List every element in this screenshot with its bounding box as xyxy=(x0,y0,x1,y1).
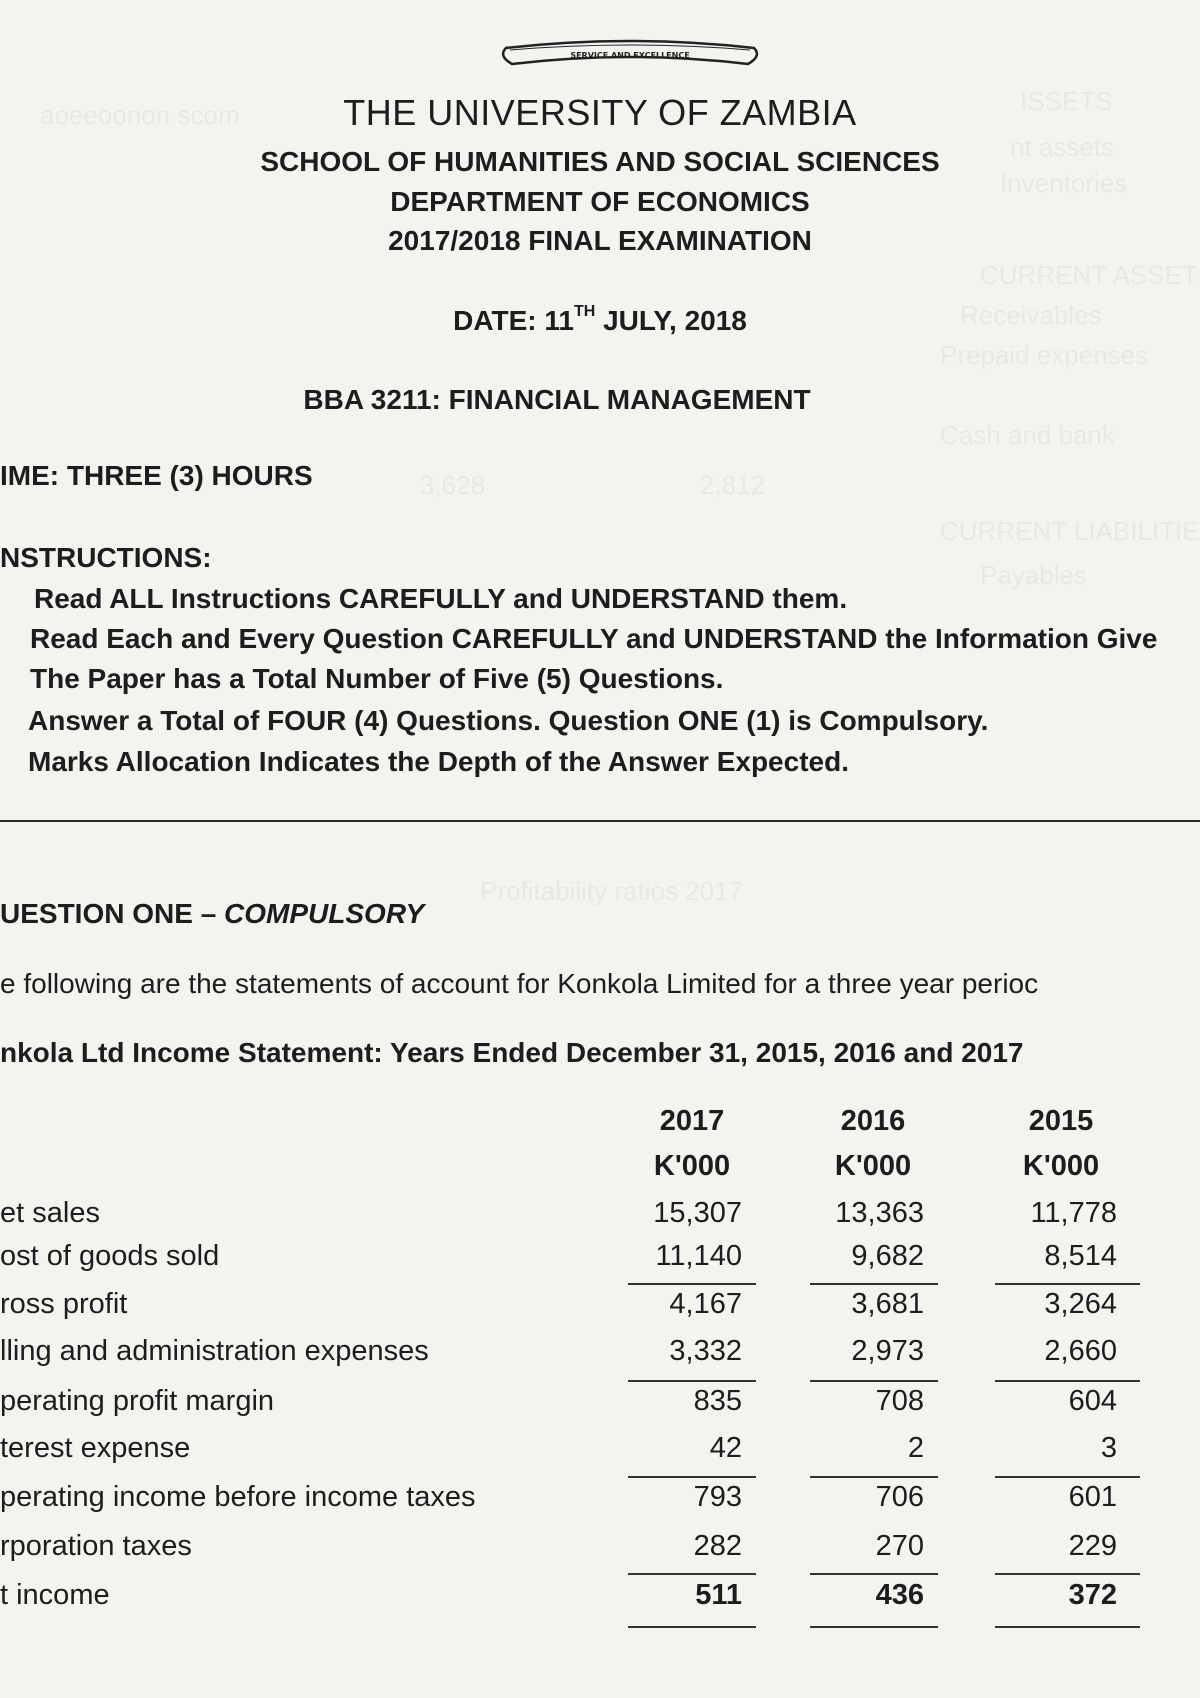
table-row-label: et sales xyxy=(0,1197,100,1229)
table-cell-value: 13,363 xyxy=(835,1197,924,1229)
table-cell-value: 511 xyxy=(695,1579,742,1611)
table-row-label: terest expense xyxy=(0,1432,191,1464)
table-cell-value: 3 xyxy=(1100,1432,1117,1464)
table-cell-value: 4,167 xyxy=(669,1288,742,1320)
subtotal-rule xyxy=(810,1573,938,1575)
university-crest-banner-icon xyxy=(500,38,760,78)
table-cell-value: 835 xyxy=(693,1385,742,1417)
table-row-label: ross profit xyxy=(0,1288,128,1320)
table-cell-value: 270 xyxy=(875,1530,924,1562)
table-cell-value: 372 xyxy=(1068,1579,1117,1611)
instruction-item: Answer a Total of FOUR (4) Questions. Question ONE (1) is Compulsory. xyxy=(28,705,989,736)
question-heading: UESTION ONE – COMPULSORY xyxy=(0,898,425,929)
subtotal-rule xyxy=(628,1626,756,1628)
exam-duration: IME: THREE (3) HOURS xyxy=(0,460,313,491)
table-cell-value: 2,660 xyxy=(1044,1335,1117,1367)
table-row-label: t income xyxy=(0,1579,110,1611)
subtotal-rule xyxy=(810,1626,938,1628)
instruction-item: Marks Allocation Indicates the Depth of the Answer Expected. xyxy=(28,746,849,777)
table-row-label: ost of goods sold xyxy=(0,1240,220,1272)
exam-date: DATE: 11TH JULY, 2018 xyxy=(453,303,747,336)
table-cell-value: 604 xyxy=(1068,1385,1117,1417)
university-name: THE UNIVERSITY OF ZAMBIA xyxy=(343,92,857,133)
table-cell-value: 436 xyxy=(875,1579,924,1611)
subtotal-rule xyxy=(995,1283,1140,1285)
subtotal-rule xyxy=(810,1283,938,1285)
table-cell-value: 11,140 xyxy=(655,1240,742,1272)
column-year-header: 2015 xyxy=(1028,1105,1094,1137)
column-year-header: 2017 xyxy=(659,1105,725,1137)
subtotal-rule xyxy=(995,1380,1140,1382)
table-row-label: perating income before income taxes xyxy=(0,1481,476,1513)
column-unit-header: K'000 xyxy=(1022,1150,1100,1182)
subtotal-rule xyxy=(995,1573,1140,1575)
statement-title: nkola Ltd Income Statement: Years Ended December 31, 2015, 2016 and 2017 xyxy=(0,1037,1024,1068)
exam-title: 2017/2018 FINAL EXAMINATION xyxy=(388,225,812,256)
table-cell-value: 601 xyxy=(1068,1481,1117,1513)
instructions-heading: NSTRUCTIONS: xyxy=(0,542,212,573)
subtotal-rule xyxy=(628,1380,756,1382)
subtotal-rule xyxy=(810,1380,938,1382)
section-divider xyxy=(0,820,1200,822)
table-cell-value: 8,514 xyxy=(1044,1240,1117,1272)
department-name: DEPARTMENT OF ECONOMICS xyxy=(390,186,810,217)
instruction-item: Read ALL Instructions CAREFULLY and UNDERSTAND them. xyxy=(34,583,848,614)
table-cell-value: 2 xyxy=(907,1432,924,1464)
table-row-label: lling and administration expenses xyxy=(0,1335,429,1367)
table-row-label: rporation taxes xyxy=(0,1530,192,1562)
logo-motto: SERVICE AND EXCELLENCE xyxy=(570,51,690,60)
subtotal-rule xyxy=(810,1476,938,1478)
column-unit-header: K'000 xyxy=(653,1150,731,1182)
course-title: BBA 3211: FINANCIAL MANAGEMENT xyxy=(303,384,811,415)
table-cell-value: 15,307 xyxy=(653,1197,742,1229)
table-cell-value: 793 xyxy=(693,1481,742,1513)
instruction-item: The Paper has a Total Number of Five (5) Questions. xyxy=(30,663,724,694)
table-cell-value: 42 xyxy=(709,1432,742,1464)
table-cell-value: 3,681 xyxy=(851,1288,924,1320)
column-unit-header: K'000 xyxy=(834,1150,912,1182)
instruction-item: Read Each and Every Question CAREFULLY and UNDERSTAND the Information Give xyxy=(30,623,1158,654)
subtotal-rule xyxy=(995,1626,1140,1628)
column-year-header: 2016 xyxy=(840,1105,906,1137)
subtotal-rule xyxy=(995,1476,1140,1478)
table-cell-value: 3,332 xyxy=(669,1335,742,1367)
table-cell-value: 706 xyxy=(875,1481,924,1513)
table-cell-value: 11,778 xyxy=(1030,1197,1117,1229)
table-cell-value: 282 xyxy=(693,1530,742,1562)
question-intro: e following are the statements of account for Konkola Limited for a three year perioc xyxy=(0,968,1039,999)
subtotal-rule xyxy=(628,1476,756,1478)
subtotal-rule xyxy=(628,1283,756,1285)
table-cell-value: 2,973 xyxy=(851,1335,924,1367)
table-cell-value: 229 xyxy=(1068,1530,1117,1562)
table-row-label: perating profit margin xyxy=(0,1385,275,1417)
table-cell-value: 9,682 xyxy=(851,1240,924,1272)
table-cell-value: 3,264 xyxy=(1044,1288,1117,1320)
subtotal-rule xyxy=(628,1573,756,1575)
table-cell-value: 708 xyxy=(875,1385,924,1417)
school-name: SCHOOL OF HUMANITIES AND SOCIAL SCIENCES xyxy=(260,146,940,177)
